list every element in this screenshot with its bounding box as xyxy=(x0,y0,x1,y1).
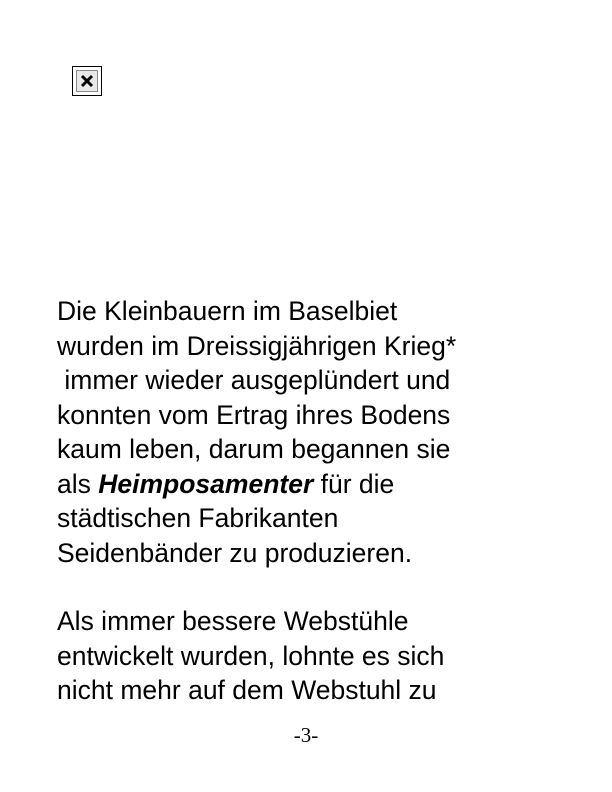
paragraph-line: entwickelt wurden, lohnte es sich xyxy=(57,640,445,671)
paragraph-kleinbauern xyxy=(57,294,577,570)
paragraph-line: kaum leben, darum begannen sie xyxy=(57,434,451,464)
paragraph-line: Als immer bessere Webstühle xyxy=(57,606,409,636)
paragraph-line xyxy=(57,467,577,502)
page-number: -3- xyxy=(293,723,319,747)
paragraph-line: konnten vom Ertrag ihres Bodens xyxy=(57,399,451,430)
paragraph-line: nicht mehr auf dem Webstuhl zu xyxy=(57,675,437,705)
paragraph-line: wurden im Dreissigjährigen Krieg* xyxy=(57,330,457,361)
paragraph-line: immer wieder ausgeplündert und xyxy=(57,365,451,395)
paragraph-line: Seidenbänder zu produzieren. xyxy=(57,537,413,568)
broken-image-icon xyxy=(76,70,98,92)
paragraph-line: städtischen Fabrikanten xyxy=(57,503,339,533)
broken-image-placeholder xyxy=(72,66,102,96)
paragraph-webstuehle xyxy=(57,604,577,708)
emphasized-term: Heimposamenter xyxy=(98,468,314,499)
line-text: für die xyxy=(313,468,395,499)
close-x-icon xyxy=(80,74,94,88)
paragraph-line: Die Kleinbauern im Baselbiet xyxy=(57,296,398,326)
line-text: als xyxy=(57,468,99,499)
